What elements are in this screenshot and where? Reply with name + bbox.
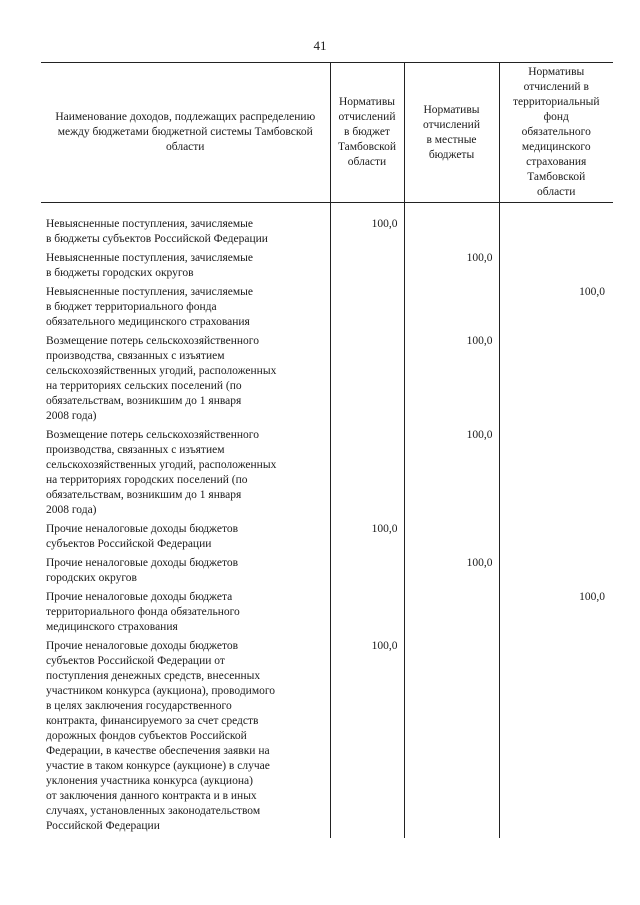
fund-norm-cell: [499, 556, 613, 590]
table-row: [41, 428, 613, 522]
regional-norm-cell: 100,0: [330, 217, 404, 251]
fund-norm-cell: [499, 428, 613, 522]
table-body: [41, 203, 613, 839]
revenue-name-cell: Прочие неналоговые доходы бюджетов субъектов Российской Федерации от поступления денежных средств, внесенных участником конкурса (аукциона), проводимого в целях заключения государственного контракта, финансируемого за счет средств дорожных фондов субъектов Российской Федерации, в качестве обеспечения заявки на участие в таком конкурсе (аукционе) в случае уклонения участника конкурса (аукциона) от заключения данного контракта и в иных случаях, установленных законодательством Российской Федерации: [46, 640, 276, 832]
table-row: [41, 522, 613, 556]
regional-norm-cell: 100,0: [330, 522, 404, 556]
regional-norm-cell: [330, 334, 404, 428]
regional-norm-cell: [330, 251, 404, 285]
regional-norm-cell: 100,0: [330, 639, 404, 838]
header-medical-fund: Нормативы отчислений в территориальный фонд обязательного медицинского страхования Тамбовской области: [499, 63, 613, 203]
header-local-budgets: Нормативы отчислений в местные бюджеты: [404, 63, 499, 203]
local-norm-cell: 100,0: [404, 251, 499, 285]
regional-norm-cell: [330, 556, 404, 590]
table-row: [41, 590, 613, 639]
fund-norm-cell: [499, 251, 613, 285]
local-norm-cell: 100,0: [404, 556, 499, 590]
regional-norm-cell: [330, 590, 404, 639]
fund-norm-cell: [499, 522, 613, 556]
header-regional-budget: Нормативы отчислений в бюджет Тамбовской области: [330, 63, 404, 203]
table-row: [41, 217, 613, 251]
table-header-row: [41, 63, 613, 203]
revenue-name-cell: Прочие неналоговые доходы бюджетов городских округов: [46, 557, 239, 584]
table-row: [41, 639, 613, 838]
page-number: 41: [313, 38, 327, 53]
revenue-name-cell: Возмещение потерь сельскохозяйственного производства, связанных с изъятием сельскохозяйственных угодий, расположенных на территориях городских поселений (по обязательствам, возникшим до 1 января 2008 года): [46, 429, 277, 516]
revenue-name-cell: Невыясненные поступления, зачисляемые в бюджеты субъектов Российской Федерации: [46, 218, 268, 245]
fund-norm-cell: [499, 217, 613, 251]
local-norm-cell: 100,0: [404, 428, 499, 522]
table-row: [41, 285, 613, 334]
fund-norm-cell: [499, 639, 613, 838]
local-norm-cell: [404, 590, 499, 639]
table-row: [41, 251, 613, 285]
revenue-name-cell: Невыясненные поступления, зачисляемые в бюджеты городских округов: [46, 252, 253, 279]
regional-norm-cell: [330, 285, 404, 334]
table-row: [41, 334, 613, 428]
revenue-distribution-table: [41, 62, 613, 838]
regional-norm-cell: [330, 428, 404, 522]
revenue-name-cell: Невыясненные поступления, зачисляемые в бюджет территориального фонда обязательного медицинского страхования: [46, 286, 253, 328]
fund-norm-cell: 100,0: [499, 285, 613, 334]
revenue-name-cell: Возмещение потерь сельскохозяйственного производства, связанных с изъятием сельскохозяйственных угодий, расположенных на территориях сельских поселений (по обязательствам, возникшим до 1 января 2008 года): [46, 335, 277, 422]
local-norm-cell: 100,0: [404, 334, 499, 428]
spacer-cell: [499, 203, 613, 218]
fund-norm-cell: 100,0: [499, 590, 613, 639]
local-norm-cell: [404, 285, 499, 334]
table-row: [41, 556, 613, 590]
revenue-name-cell: Прочие неналоговые доходы бюджетов субъектов Российской Федерации: [46, 523, 239, 550]
local-norm-cell: [404, 639, 499, 838]
spacer-cell: [41, 203, 330, 218]
fund-norm-cell: [499, 334, 613, 428]
local-norm-cell: [404, 522, 499, 556]
revenue-name-cell: Прочие неналоговые доходы бюджета территориального фонда обязательного медицинского страхования: [46, 591, 240, 633]
table-spacer-row: [41, 203, 613, 218]
local-norm-cell: [404, 217, 499, 251]
header-revenue-name: Наименование доходов, подлежащих распределению между бюджетами бюджетной системы Тамбовской области: [41, 63, 330, 203]
spacer-cell: [330, 203, 404, 218]
spacer-cell: [404, 203, 499, 218]
